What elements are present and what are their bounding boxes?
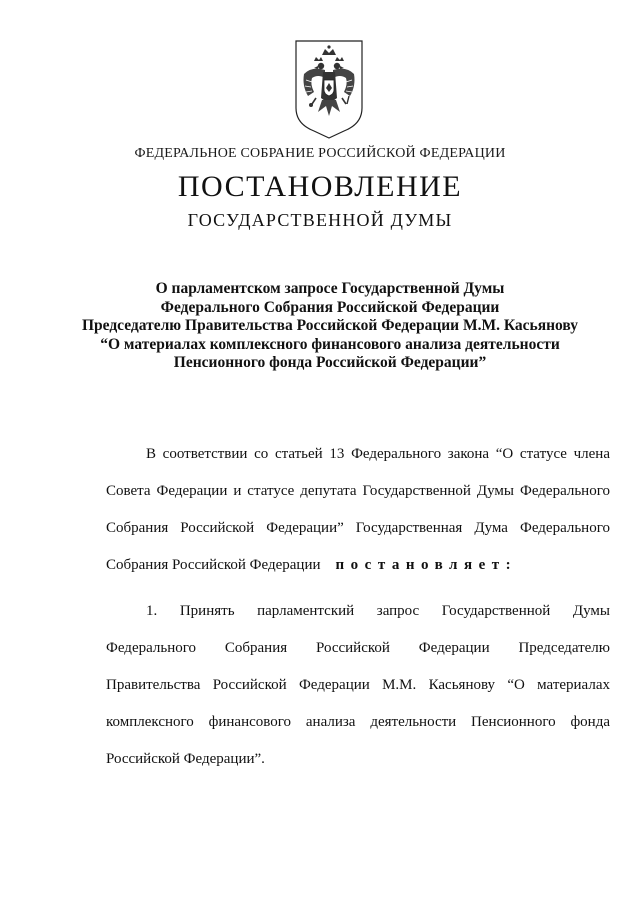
body-line: Российской Федерации”. [106, 751, 265, 767]
body-line: Совета Федерации и статусе депутата Государственной Думы Федерального [106, 483, 610, 499]
resolves-word: постановляет: [335, 557, 518, 573]
preamble-paragraph [106, 436, 610, 584]
heading-line: “О материалах комплексного финансового анализа деятельности [100, 335, 560, 353]
body-line [106, 547, 610, 584]
resolution-heading [60, 280, 600, 373]
state-emblem-icon [292, 38, 366, 142]
document-title: ПОСТАНОВЛЕНИЕ [177, 170, 463, 203]
assembly-name: ФЕДЕРАЛЬНОЕ СОБРАНИЕ РОССИЙСКОЙ ФЕДЕРАЦИИ [134, 146, 506, 161]
heading-line: Председателю Правительства Российской Федерации М.М. Касьянову [81, 317, 578, 334]
body-line: Правительства Российской Федерации М.М. Касьянову “О материалах [106, 677, 610, 693]
body-line: В соответствии со статьей 13 Федерального закона “О статусе члена [146, 446, 610, 462]
document-subtitle: ГОСУДАРСТВЕННОЙ ДУМЫ [187, 210, 453, 230]
body-line: комплексного финансового анализа деятельности Пенсионного фонда [106, 714, 610, 730]
body-line: Собрания Российской Федерации” Государственная Дума Федерального [106, 520, 610, 536]
heading-line: Федерального Собрания Российской Федерации [160, 298, 500, 316]
body-line-text: Собрания Российской Федерации [106, 557, 321, 573]
body-line: 1. Принять парламентский запрос Государственной Думы [146, 603, 610, 619]
heading-line: О парламентском запросе Государственной Думы [155, 280, 505, 297]
item-1-paragraph [106, 593, 610, 778]
heading-line: Пенсионного фонда Российской Федерации” [173, 354, 487, 371]
document-body [106, 436, 610, 778]
body-line: Федерального Собрания Российской Федерации Председателю [106, 640, 610, 656]
